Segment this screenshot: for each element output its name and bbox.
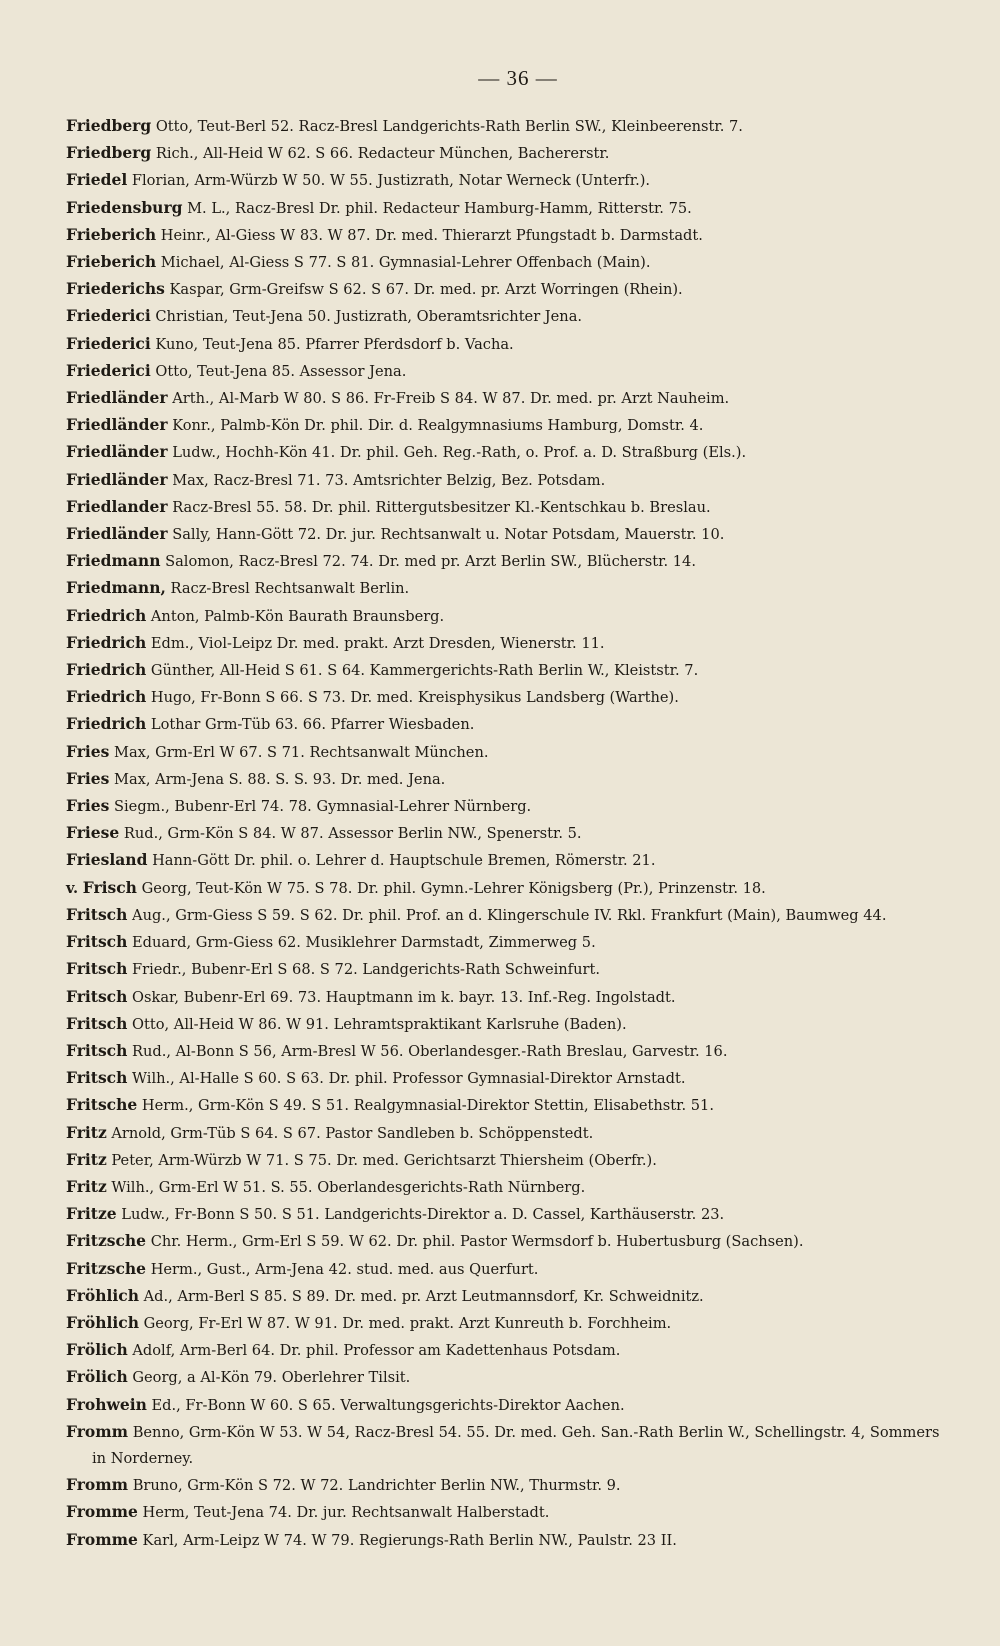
entry-surname: Fritsch — [66, 932, 128, 952]
directory-entry — [66, 1472, 940, 1499]
entry-surname: Frieberich — [66, 224, 157, 244]
entry-details: Max, Arm-Jena S. 88. S. S. 93. Dr. med. Jena. — [114, 770, 446, 788]
entry-surname: Fries — [66, 768, 110, 788]
entry-details: Aug., Grm-Giess S 59. S 62. Dr. phil. Prof. an d. Klingerschule IV. Rkl. Frankfurt (Main), Baumweg 44. — [132, 906, 887, 924]
directory-entry — [66, 548, 940, 575]
directory-entry — [66, 820, 940, 847]
entry-surname: Friederici — [66, 333, 151, 353]
directory-entry — [66, 303, 940, 330]
directory-entry — [66, 1337, 940, 1364]
entry-details: Michael, Al-Giess S 77. S 81. Gymnasial-Lehrer Offenbach (Main). — [160, 254, 651, 272]
entry-surname: Friedländer — [66, 442, 168, 462]
entry-details: Konr., Palmb-Kön Dr. phil. Dir. d. Realgymnasiums Hamburg, Domstr. 4. — [172, 417, 704, 435]
entry-details: Otto, Teut-Jena 85. Assessor Jena. — [155, 362, 407, 380]
entry-details: Hugo, Fr-Bonn S 66. S 73. Dr. med. Kreisphysikus Landsberg (Warthe). — [150, 689, 679, 707]
entry-details: Racz-Bresl Rechtsanwalt Berlin. — [170, 580, 410, 598]
directory-entry — [66, 1310, 940, 1337]
directory-entry — [66, 793, 940, 820]
entry-details: Kaspar, Grm-Greifsw S 62. S 67. Dr. med. pr. Arzt Worringen (Rhein). — [169, 281, 683, 299]
entry-surname: Fröhlich — [66, 1285, 139, 1305]
directory-entry — [66, 1174, 940, 1201]
entry-details: Lothar Grm-Tüb 63. 66. Pfarrer Wiesbaden. — [150, 716, 475, 734]
entry-surname: Fromm — [66, 1475, 129, 1495]
directory-entry — [66, 739, 940, 766]
entry-details: Ad., Arm-Berl S 85. S 89. Dr. med. pr. Arzt Leutmannsdorf, Kr. Schweidnitz. — [143, 1287, 704, 1305]
entry-surname: Friederici — [66, 360, 151, 380]
entry-details: Arth., Al-Marb W 80. S 86. Fr-Freib S 84. W 87. Dr. med. pr. Arzt Nauheim. — [172, 390, 730, 408]
entry-surname: Fritsche — [66, 1095, 138, 1115]
directory-entry — [66, 766, 940, 793]
entry-details: Otto, All-Heid W 86. W 91. Lehramtspraktikant Karlsruhe (Baden). — [132, 1015, 627, 1033]
entry-surname: Fritz — [66, 1176, 107, 1196]
entry-details: Otto, Teut-Berl 52. Racz-Bresl Landgerichts-Rath Berlin SW., Kleinbeerenstr. 7. — [155, 118, 743, 135]
directory-entry — [66, 984, 940, 1011]
entry-surname: Frisch — [82, 877, 137, 897]
directory-entry — [66, 358, 940, 385]
entry-details: Florian, Arm-Würzb W 50. W 55. Justizrath, Notar Werneck (Unterfr.). — [131, 172, 651, 190]
entry-surname: Friedlander — [66, 496, 168, 516]
entry-details: Wilh., Al-Halle S 60. S 63. Dr. phil. Professor Gymnasial-Direktor Arnstadt. — [132, 1070, 686, 1088]
directory-entry — [66, 1256, 940, 1283]
entry-details: Bruno, Grm-Kön S 72. W 72. Landrichter Berlin NW., Thurmstr. 9. — [132, 1477, 621, 1495]
entry-surname: Fritsch — [66, 959, 128, 979]
entry-details: Salomon, Racz-Bresl 72. 74. Dr. med pr. Arzt Berlin SW., Blücherstr. 14. — [165, 553, 696, 571]
directory-entry — [66, 1527, 940, 1554]
directory-entry — [66, 603, 940, 630]
entry-details: Rud., Al-Bonn S 56, Arm-Bresl W 56. Oberlandesger.-Rath Breslau, Garvestr. 16. — [132, 1042, 728, 1060]
page-number: — 36 — — [478, 66, 558, 90]
entry-details: Racz-Bresl 55. 58. Dr. phil. Rittergutsbesitzer Kl.-Kentschkau b. Breslau. — [172, 498, 711, 516]
entry-details: Georg, Teut-Kön W 75. S 78. Dr. phil. Gymn.-Lehrer Königsberg (Pr.), Prinzenstr. 18. — [141, 879, 766, 897]
entry-details: Max, Grm-Erl W 67. S 71. Rechtsanwalt München. — [114, 743, 489, 761]
directory-entry — [66, 1038, 940, 1065]
entry-details: Max, Racz-Bresl 71. 73. Amtsrichter Belzig, Bez. Potsdam. — [172, 471, 606, 489]
directory-entry — [66, 1419, 940, 1472]
directory-entry — [66, 1092, 940, 1119]
entry-surname: Fritz — [66, 1149, 107, 1169]
directory-entry — [66, 956, 940, 983]
directory-entry — [66, 575, 940, 602]
directory-entry — [66, 1011, 940, 1038]
directory-entry — [66, 711, 940, 738]
entry-surname: Friedrich — [66, 687, 147, 707]
entry-details: Adolf, Arm-Berl 64. Dr. phil. Professor am Kadettenhaus Potsdam. — [132, 1342, 621, 1360]
entry-surname: Fritsch — [66, 986, 128, 1006]
directory-entry — [66, 1065, 940, 1092]
directory-entry — [66, 1120, 940, 1147]
directory-entry — [66, 494, 940, 521]
entry-surname: Fromme — [66, 1529, 138, 1549]
directory-entry — [66, 1499, 940, 1526]
entry-details: Siegm., Bubenr-Erl 74. 78. Gymnasial-Lehrer Nürnberg. — [114, 798, 532, 816]
entry-surname: Friedmann, — [66, 578, 166, 598]
entry-list — [66, 113, 940, 1554]
entry-surname: Fromm — [66, 1421, 129, 1441]
directory-entry — [66, 467, 940, 494]
entry-surname: Fries — [66, 741, 110, 761]
entry-details: Edm., Viol-Leipz Dr. med. prakt. Arzt Dresden, Wienerstr. 11. — [150, 634, 605, 652]
directory-entry — [66, 412, 940, 439]
entry-details: Christian, Teut-Jena 50. Justizrath, Oberamtsrichter Jena. — [155, 308, 583, 326]
entry-details: Hann-Gött Dr. phil. o. Lehrer d. Hauptschule Bremen, Römerstr. 21. — [152, 852, 656, 870]
entry-surname: Friedrich — [66, 714, 147, 734]
directory-entry — [66, 902, 940, 929]
directory-entry — [66, 140, 940, 167]
entry-details: Arnold, Grm-Tüb S 64. S 67. Pastor Sandleben b. Schöppenstedt. — [111, 1124, 594, 1142]
entry-details: Rich., All-Heid W 62. S 66. Redacteur München, Bachererstr. — [155, 145, 610, 163]
entry-details: Benno, Grm-Kön W 53. W 54, Racz-Bresl 54. 55. Dr. med. Geh. San.-Rath Berlin W., Schellingstr. 4, Sommers in Norderney. — [92, 1423, 940, 1467]
entry-surname: Fritze — [66, 1204, 117, 1224]
entry-details: Sally, Hann-Gött 72. Dr. jur. Rechtsanwalt u. Notar Potsdam, Mauerstr. 10. — [172, 526, 725, 544]
entry-details: Rud., Grm-Kön S 84. W 87. Assessor Berlin NW., Spenerstr. 5. — [123, 825, 582, 843]
entry-details: Anton, Palmb-Kön Baurath Braunsberg. — [150, 607, 445, 625]
entry-surname: Friedberg — [66, 143, 152, 163]
directory-entry — [66, 1283, 940, 1310]
entry-surname: Fritsch — [66, 904, 128, 924]
directory-entry — [66, 113, 940, 140]
entry-surname: Friederici — [66, 306, 151, 326]
entry-details: Ludw., Fr-Bonn S 50. S 51. Landgerichts-Direktor a. D. Cassel, Karthäuserstr. 23. — [121, 1206, 725, 1224]
entry-details: Kuno, Teut-Jena 85. Pfarrer Pferdsdorf b. Vacha. — [155, 335, 514, 353]
entry-surname: Friesland — [66, 850, 148, 870]
entry-details: Georg, a Al-Kön 79. Oberlehrer Tilsit. — [132, 1369, 411, 1387]
entry-surname: Friedberg — [66, 116, 152, 135]
entry-surname: Fritsch — [66, 1068, 128, 1088]
entry-surname: Friedrich — [66, 632, 147, 652]
entry-details: Oskar, Bubenr-Erl 69. 73. Hauptmann im k. bayr. 13. Inf.-Reg. Ingolstadt. — [132, 988, 676, 1006]
entry-prefix: v. — [66, 879, 79, 897]
entry-surname: Friedländer — [66, 524, 168, 544]
entry-details: Georg, Fr-Erl W 87. W 91. Dr. med. prakt. Arzt Kunreuth b. Forchheim. — [143, 1314, 672, 1332]
entry-details: Eduard, Grm-Giess 62. Musiklehrer Darmstadt, Zimmerweg 5. — [132, 934, 596, 952]
directory-entry — [66, 276, 940, 303]
entry-surname: Fritzsche — [66, 1258, 147, 1278]
entry-surname: Fries — [66, 796, 110, 816]
directory-entry — [66, 847, 940, 874]
entry-surname: Friedländer — [66, 415, 168, 435]
entry-details: Karl, Arm-Leipz W 74. W 79. Regierungs-Rath Berlin NW., Paulstr. 23 II. — [142, 1531, 677, 1549]
entry-details: Ludw., Hochh-Kön 41. Dr. phil. Geh. Reg.-Rath, o. Prof. a. D. Straßburg (Els.). — [172, 444, 747, 462]
entry-surname: Fritsch — [66, 1013, 128, 1033]
directory-entry — [66, 195, 940, 222]
directory-entry — [66, 1201, 940, 1228]
entry-details: Wilh., Grm-Erl W 51. S. 55. Oberlandesgerichts-Rath Nürnberg. — [111, 1178, 586, 1196]
directory-entry — [66, 167, 940, 194]
entry-details: Herm., Grm-Kön S 49. S 51. Realgymnasial-Direktor Stettin, Elisabethstr. 51. — [141, 1097, 714, 1115]
directory-entry — [66, 249, 940, 276]
entry-details: M. L., Racz-Bresl Dr. phil. Redacteur Hamburg-Hamm, Ritterstr. 75. — [187, 199, 692, 217]
directory-entry — [66, 1364, 940, 1391]
entry-surname: Frölich — [66, 1340, 128, 1360]
entry-details: Peter, Arm-Würzb W 71. S 75. Dr. med. Gerichtsarzt Thiersheim (Oberfr.). — [111, 1151, 657, 1169]
entry-details: Heinr., Al-Giess W 83. W 87. Dr. med. Thierarzt Pfungstadt b. Darmstadt. — [160, 226, 703, 244]
entry-surname: Friedmann — [66, 551, 161, 571]
directory-entry — [66, 929, 940, 956]
entry-surname: Friedensburg — [66, 197, 183, 217]
entry-surname: Friedrich — [66, 605, 147, 625]
entry-details: Herm, Teut-Jena 74. Dr. jur. Rechtsanwalt Halberstadt. — [142, 1504, 550, 1522]
directory-entry — [66, 657, 940, 684]
entry-surname: Fritz — [66, 1122, 107, 1142]
directory-entry — [66, 1147, 940, 1174]
entry-surname: Friedländer — [66, 388, 168, 408]
directory-entry — [66, 439, 940, 466]
entry-surname: Fritzsche — [66, 1231, 147, 1251]
entry-details: Ed., Fr-Bonn W 60. S 65. Verwaltungsgerichts-Direktor Aachen. — [151, 1396, 625, 1414]
entry-details: Chr. Herm., Grm-Erl S 59. W 62. Dr. phil. Pastor Wermsdorf b. Hubertusburg (Sachsen). — [150, 1233, 804, 1251]
entry-surname: Frohwein — [66, 1394, 147, 1414]
entry-surname: Friedel — [66, 170, 128, 190]
entry-surname: Friederichs — [66, 279, 165, 299]
entry-details: Günther, All-Heid S 61. S 64. Kammergerichts-Rath Berlin W., Kleiststr. 7. — [150, 662, 699, 680]
directory-entry — [66, 1228, 940, 1255]
entry-surname: Fromme — [66, 1502, 138, 1522]
directory-entry — [66, 1392, 940, 1419]
entry-surname: Friedländer — [66, 469, 168, 489]
directory-entry — [66, 521, 940, 548]
entry-surname: Friese — [66, 823, 120, 843]
entry-surname: Fritsch — [66, 1040, 128, 1060]
entry-surname: Fröhlich — [66, 1312, 139, 1332]
directory-entry — [66, 385, 940, 412]
entry-details: Herm., Gust., Arm-Jena 42. stud. med. aus Querfurt. — [150, 1260, 539, 1278]
directory-entry — [66, 684, 940, 711]
directory-entry — [66, 630, 940, 657]
entry-surname: Frölich — [66, 1367, 128, 1387]
entry-surname: Frieberich — [66, 252, 157, 272]
directory-entry — [66, 222, 940, 249]
directory-entry — [66, 331, 940, 358]
directory-entry — [66, 875, 940, 902]
entry-details: Friedr., Bubenr-Erl S 68. S 72. Landgerichts-Rath Schweinfurt. — [132, 961, 600, 979]
entry-surname: Friedrich — [66, 660, 147, 680]
